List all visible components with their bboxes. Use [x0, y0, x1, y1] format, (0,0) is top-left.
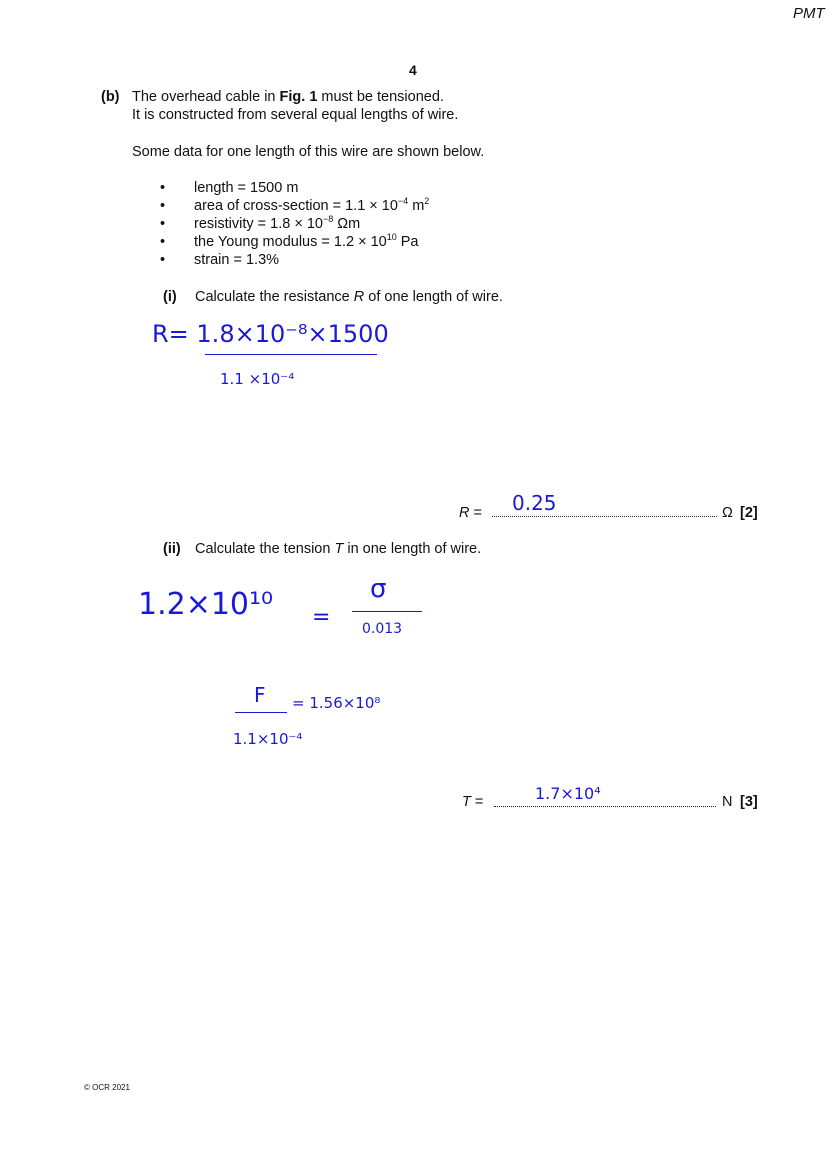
answer-ii-variable: T [462, 794, 471, 810]
answer-i-equals: = [469, 505, 482, 521]
page-number: 4 [409, 62, 417, 78]
area-unit-exponent: 2 [424, 196, 430, 206]
answer-ii-unit: N [722, 794, 733, 810]
question-i-text-post: of one length of wire. [364, 289, 503, 305]
question-ii-text-post: in one length of wire. [343, 541, 482, 557]
answer-ii-value: 1.7×10⁴ [535, 784, 601, 803]
bullet-resistivity-text [194, 216, 360, 232]
area-unit: m [408, 198, 425, 214]
working-ii-equals: = [312, 605, 331, 630]
bullet-symbol: • [160, 252, 166, 268]
part-b-label: (b) [101, 89, 120, 105]
answer-i-variable: R [459, 505, 470, 521]
data-intro: Some data for one length of this wire are shown below. [132, 144, 485, 160]
pmt-tag: PMT [793, 5, 825, 22]
question-ii-text-pre: Calculate the tension [195, 541, 335, 557]
data-bullet-list [160, 180, 560, 272]
answer-i-value: 0.25 [512, 491, 557, 515]
working-ii-stress-result: = 1.56×10⁸ [292, 694, 381, 712]
working-ii-stress-symbol: σ [370, 574, 387, 604]
bullet-length-text: length = 1500 m [194, 180, 299, 196]
young-exponent: 10 [386, 232, 397, 242]
part-b-intro-line1 [132, 89, 444, 105]
bullet-symbol: • [160, 198, 166, 214]
working-ii-young-modulus: 1.2×10¹⁰ [138, 587, 274, 622]
resistivity-exponent: −8 [322, 214, 334, 224]
bullet-young-text [194, 234, 418, 250]
working-i-fraction-line [205, 354, 377, 355]
answer-ii-dotted-line [494, 806, 716, 807]
bullet-symbol: • [160, 216, 166, 232]
fig-reference: Fig. 1 [279, 89, 318, 105]
answer-ii-equals: = [470, 794, 484, 810]
intro-text-pre: The overhead cable in [132, 89, 280, 105]
bullet-symbol: • [160, 180, 166, 196]
intro-text-post: must be tensioned. [317, 89, 444, 105]
question-ii-label: (ii) [163, 541, 181, 557]
resistivity-value: resistivity = 1.8 × 10 [194, 216, 323, 232]
answer-ii-label [462, 794, 483, 810]
bullet-strain-text: strain = 1.3% [194, 252, 280, 268]
young-value: the Young modulus = 1.2 × 10 [194, 234, 387, 250]
answer-i-label [459, 505, 482, 521]
question-i-label: (i) [163, 289, 177, 305]
question-ii-text [195, 541, 481, 557]
working-ii-area-value: 1.1×10⁻⁴ [233, 730, 303, 748]
part-b-intro-line2: It is constructed from several equal lengths of wire. [132, 107, 459, 123]
resistivity-unit: Ωm [333, 216, 361, 232]
question-i-variable: R [353, 289, 365, 305]
working-ii-force-symbol: F [254, 683, 266, 707]
working-i-numerator: R= 1.8×10⁻⁸×1500 [152, 320, 389, 348]
young-unit: Pa [396, 234, 419, 250]
area-value: area of cross-section = 1.1 × 10 [194, 198, 398, 214]
working-ii-fraction-line-2 [235, 712, 287, 713]
working-ii-strain-value: 0.013 [362, 621, 403, 637]
area-exponent: −4 [397, 196, 409, 206]
answer-i-unit: Ω [722, 505, 733, 521]
question-i-text [195, 289, 503, 305]
working-i-denominator: 1.1 ×10⁻⁴ [220, 370, 295, 388]
bullet-area-text [194, 198, 429, 214]
question-ii-variable: T [334, 541, 344, 557]
bullet-symbol: • [160, 234, 166, 250]
answer-i-marks: [2] [740, 505, 758, 521]
question-i-text-pre: Calculate the resistance [195, 289, 354, 305]
answer-i-dotted-line [492, 516, 717, 517]
copyright-footer: © OCR 2021 [84, 1083, 130, 1092]
working-ii-fraction-line-1 [352, 611, 422, 612]
answer-ii-marks: [3] [740, 794, 758, 810]
